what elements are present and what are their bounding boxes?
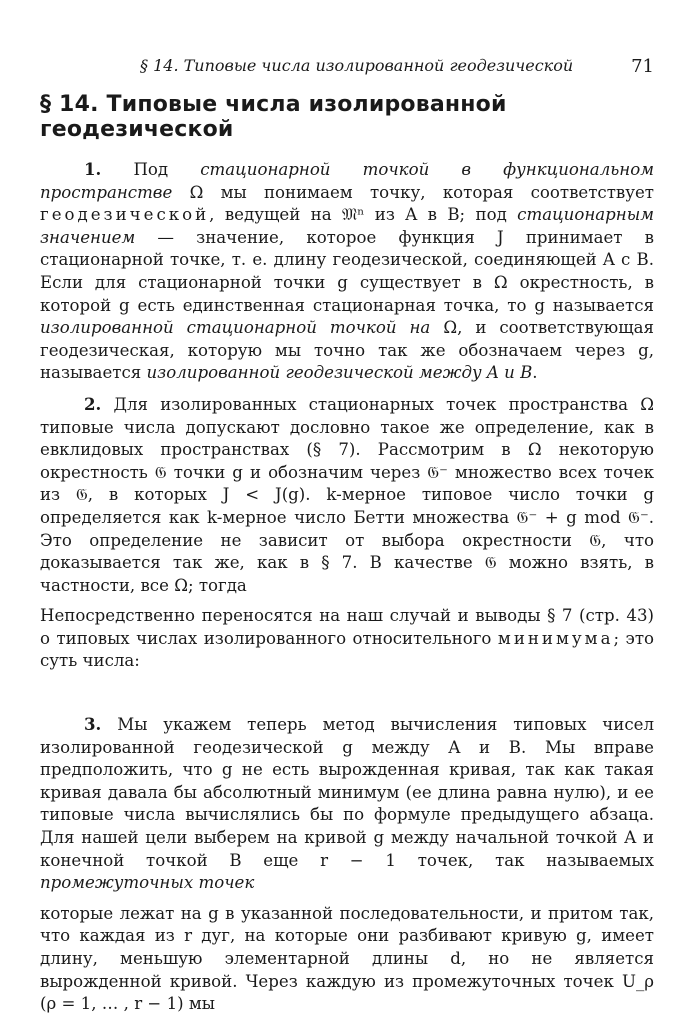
text: которые лежат на g в указанной последовательности, и притом так, что каждая из r дуг, на которые они разбивают кривую g, имеет длину, меньшую элементарной длины d, но не является вырожденной кривой. Через каждую из промежуточных точек U_ρ (ρ = 1, … , r − 1) мы — [40, 903, 654, 1014]
paragraph-4 — [40, 713, 654, 895]
text: Непосредственно переносятся на наш случай и выводы § 7 (стр. 43) о типовых числах изолированного относительного — [40, 606, 654, 648]
paragraph-number: 2. — [84, 393, 102, 414]
text: Ω, и соответствующая геодезическая, которую мы точно так же обозначаем через g, называется — [40, 318, 654, 383]
text: . — [532, 363, 538, 383]
page-number: 71 — [631, 56, 654, 77]
term-stationary-point: стационарной точкой в функциональном пространстве — [40, 160, 654, 202]
paragraph-5 — [40, 903, 654, 1016]
spaced-word: геодезической — [40, 205, 210, 225]
text: Для изолированных стационарных точек пространства Ω типовые числа допускают дословно такое же определение, как в евклидовых пространствах (§ 7). Рассмотрим в Ω некоторую окрестность 𝔊 точки g и обозначим через 𝔊⁻ множество всех точек из 𝔊, в которых J < J(g). k-мерное типовое число точки g определяется как k-мерное число Бетти множества 𝔊⁻ + g mod 𝔊⁻. Это определение не зависит от выбора окрестности 𝔊, что доказывается так же, как в § 7. В качестве 𝔊 можно взять, в частности, все Ω; тогда — [40, 394, 654, 595]
text: Под — [101, 160, 201, 179]
paragraph-number: 1. — [84, 159, 102, 179]
running-title: § 14. Типовые числа изолированной геодезической — [140, 56, 574, 75]
term-isolated-point: изолированной стационарной точкой на — [40, 318, 431, 338]
paragraph-number: 3. — [84, 714, 102, 735]
text: Ω мы понимаем точку, которая соответствует — [172, 182, 654, 202]
paragraph-2 — [40, 393, 654, 597]
text: ; это суть числа: — [40, 628, 654, 671]
running-head — [40, 56, 654, 82]
term-intermediate-points: промежуточных точек — [40, 873, 255, 893]
section-title: § 14. Типовые числа изолированной геодезической — [40, 92, 507, 142]
formula-2 — [40, 681, 654, 705]
paragraph-1 — [40, 158, 654, 385]
term-stationary-value: стационарным значением — [40, 205, 654, 247]
paragraph-3 — [40, 605, 654, 673]
spaced-word: минимума — [497, 628, 614, 648]
text: — значение, которое функция J принимает в стационарной точке, т. е. длину геодезической, соединяющей A с B. Если для стационарной точки g существует в Ω окрестность, в которой g есть единственная стационарная точка, то g называется — [40, 227, 654, 315]
term-isolated-geodesic: изолированной геодезической между A и B — [146, 363, 533, 383]
text: Мы укажем теперь метод вычисления типовых чисел изолированной геодезической g между A и B. Мы вправе предположить, что g не есть вырожденная кривая, так как такая кривая давала бы абсолютный минимум (ее длина равна нулю), и ее типовые числа вычислялись бы по формуле предыдущего абзаца. Для нашей цели выберем на кривой g между начальной точкой A и конечной точкой B еще r − 1 точек, так называемых — [40, 715, 654, 870]
text: , ведущей на 𝔐ⁿ из A в B; под — [209, 205, 518, 225]
